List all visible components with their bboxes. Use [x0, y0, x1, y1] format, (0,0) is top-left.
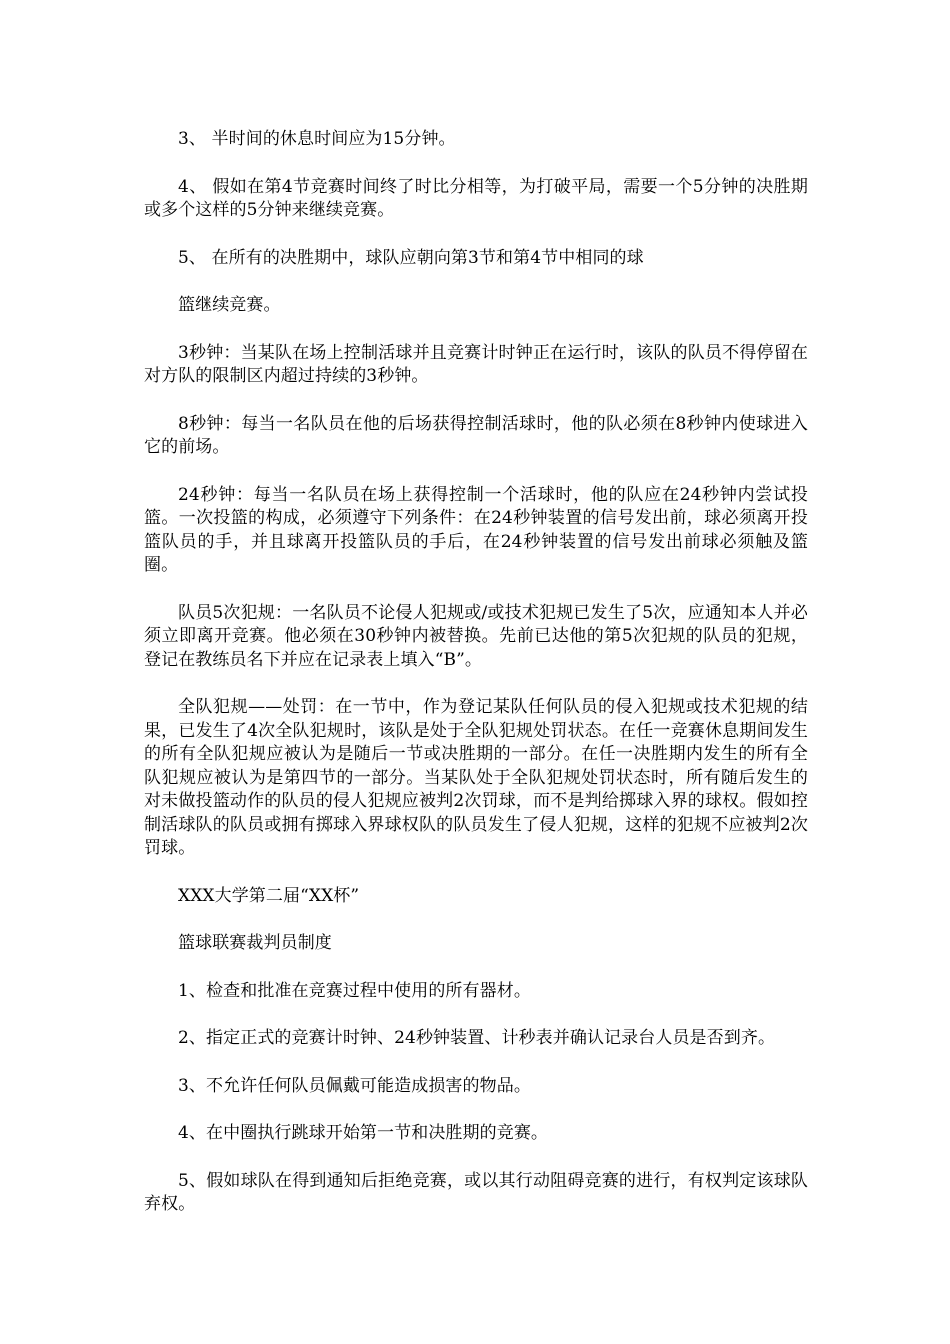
list-item-jump-ball: 4、在中圈执行跳球开始第一节和决胜期的竞赛。	[178, 1123, 549, 1143]
section-heading-cup: XXX大学第二届“XX杯”	[178, 885, 360, 906]
list-item-forfeit: 5、假如球队在得到通知后拒绝竞赛，或以其行动阻碍竞赛的进行，有权判定该球队弃权。	[144, 1170, 808, 1214]
list-item-timing-devices: 2、指定正式的竞赛计时钟、24秒钟装置、计秒表并确认记录台人员是否到齐。	[178, 1028, 776, 1048]
paragraph-halftime-break: 3、 半时间的休息时间应为15分钟。	[178, 129, 456, 149]
document-page	[144, 128, 808, 1241]
paragraph-five-fouls-rule: 队员5次犯规：一名队员不论侵人犯规或/或技术犯规已发生了5次，应通知本人并必须立即离开竞赛。他必须在30秒钟内被替换。先前已达他的第5次犯规的队员的犯规，登记在教练员名下并应在记录表上填入“B”。	[144, 602, 808, 670]
list-item-equipment: 1、检查和批准在竞赛过程中使用的所有器材。	[178, 980, 531, 1001]
paragraph-shot-clock-rule: 24秒钟：每当一名队员在场上获得控制一个活球时，他的队应在24秒钟内尝试投篮。一次投篮的构成，必须遵守下列条件：在24秒钟装置的信号发出前，球必须离开投篮队员的手，并且球离开投篮队员的手后，在24秒钟装置的信号发出前球必须触及篮圈。	[144, 484, 808, 575]
paragraph-three-second-rule: 3秒钟：当某队在场上控制活球并且竞赛计时钟正在运行时，该队的队员不得停留在对方队的限制区内超过持续的3秒钟。	[144, 342, 808, 386]
paragraph-overtime-rule: 4、 假如在第4节竞赛时间终了时比分相等，为打破平局，需要一个5分钟的决胜期或多个这样的5分钟来继续竞赛。	[144, 176, 808, 220]
paragraph-overtime-direction-cont: 篮继续竞赛。	[178, 295, 281, 315]
paragraph-team-fouls-rule: 全队犯规——处罚：在一节中，作为登记某队任何队员的侵入犯规或技术犯规的结果，已发生了4次全队犯规时，该队是处于全队犯规处罚状态。在任一竞赛休息期间发生的所有全队犯规应被认为是随后一节或决胜期的一部分。在任一决胜期内发生的所有全队犯规应被认为是第四节的一部分。当某队处于全队犯规处罚状态时，所有随后发生的对未做投篮动作的队员的侵人犯规应被判2次罚球，而不是判给掷球入界的球权。假如控制活球队的队员或拥有掷球入界球权队的队员发生了侵人犯规，这样的犯规不应被判2次罚球。	[144, 697, 808, 858]
paragraph-eight-second-rule: 8秒钟：每当一名队员在他的后场获得控制活球时，他的队必须在8秒钟内使球进入它的前场。	[144, 413, 808, 457]
section-heading-referee-system: 篮球联赛裁判员制度	[178, 933, 332, 953]
list-item-dangerous-objects: 3、不允许任何队员佩戴可能造成损害的物品。	[178, 1075, 531, 1096]
paragraph-overtime-direction: 5、 在所有的决胜期中，球队应朝向第3节和第4节中相同的球	[178, 247, 644, 268]
